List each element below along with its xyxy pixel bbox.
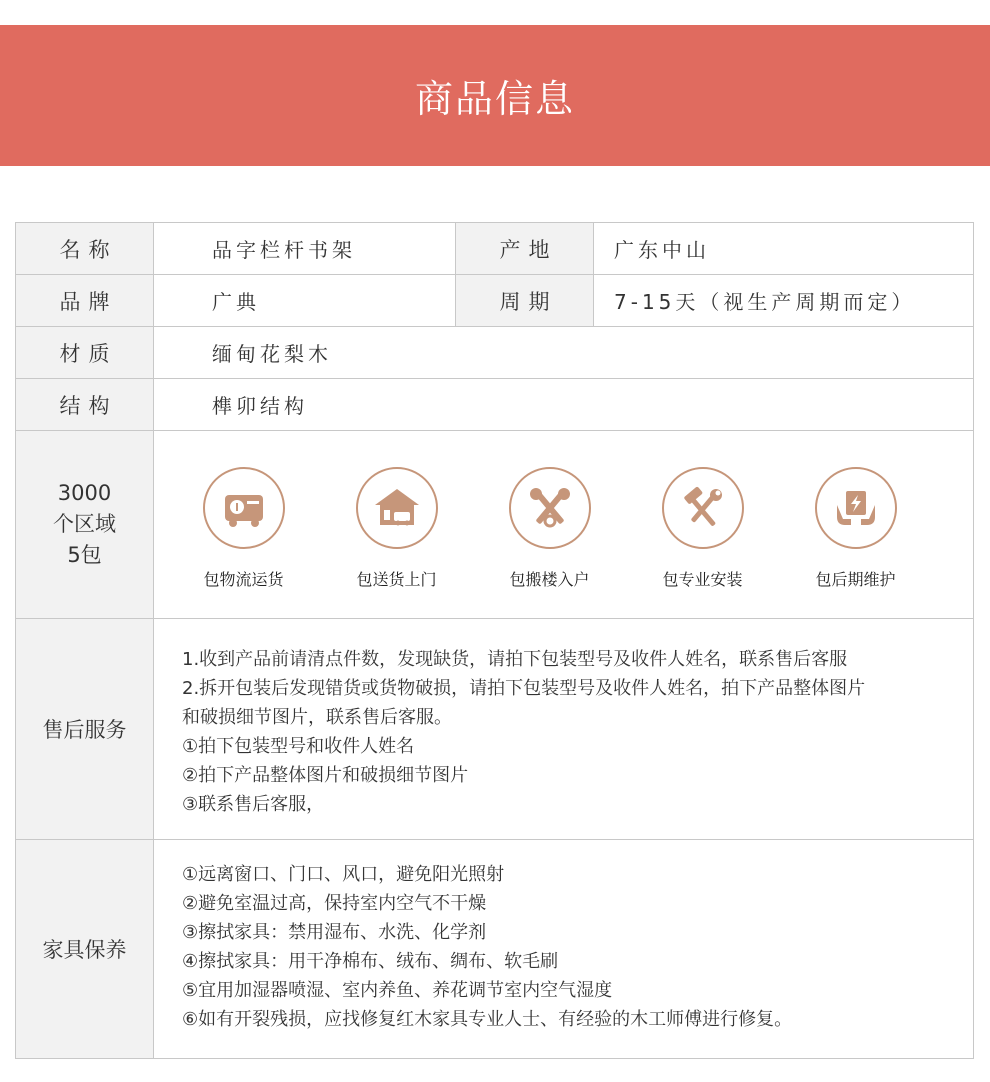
period-label: 周期: [456, 275, 594, 326]
structure-label: 结构: [16, 379, 154, 430]
row-services: [15, 430, 974, 618]
care-line: ④擦拭家具：用干净棉布、绒布、绸布、软毛刷: [182, 951, 559, 972]
services-label-line: 个区域: [53, 512, 116, 536]
care-line: ②避免室温过高，保持室内空气不干燥: [182, 893, 487, 914]
after-sales-line: 2.拆开包装后发现错货或货物破损，请拍下包装型号及收件人姓名，拍下产品整体图片: [182, 678, 866, 699]
origin-label: 产地: [456, 223, 594, 274]
material-label: 材质: [16, 327, 154, 378]
row-name-origin: [15, 222, 974, 274]
after-sales-label: 售后服务: [16, 619, 154, 839]
service-item: [626, 467, 779, 618]
name-value: 品字栏杆书架: [154, 223, 456, 274]
after-sales-line: 1.收到产品前请清点件数，发现缺货，请拍下包装型号及收件人姓名，联系售后客服: [182, 649, 848, 670]
service-label: 包送货上门: [356, 570, 437, 589]
house-delivery-icon: [356, 467, 438, 549]
after-sales-line: 和破损细节图片，联系售后客服。: [182, 707, 452, 728]
services-label-line: 3000: [57, 481, 112, 505]
service-label: 包专业安装: [662, 570, 743, 589]
after-sales-text: [154, 619, 973, 839]
row-after-sales: [15, 618, 974, 839]
structure-value: 榫卯结构: [212, 394, 308, 418]
care-label: 家具保养: [16, 840, 154, 1058]
service-label: 包后期维护: [815, 570, 896, 589]
brand-label: 品牌: [16, 275, 154, 326]
hammer-wrench-icon: [662, 467, 744, 549]
material-value: 缅甸花梨木: [212, 342, 332, 366]
row-structure: [15, 378, 974, 430]
service-label: 包物流运货: [203, 570, 284, 589]
header-banner: [0, 25, 990, 166]
origin-value: 广东中山: [614, 238, 710, 262]
truck-icon: [203, 467, 285, 549]
after-sales-line: ①拍下包装型号和收件人姓名: [182, 736, 415, 757]
service-item: [167, 467, 320, 618]
page-title: 商品信息: [414, 77, 575, 121]
maintenance-hands-icon: [815, 467, 897, 549]
services-label-line: 5包: [67, 543, 102, 567]
row-care: [15, 839, 974, 1059]
product-info-table: [15, 222, 974, 1059]
services-label: [16, 431, 154, 618]
care-line: ⑤宜用加湿器喷湿、室内养鱼、养花调节室内空气湿度: [182, 980, 613, 1001]
service-item: [779, 467, 932, 618]
care-line: ⑥如有开裂残损，应找修复红木家具专业人士、有经验的木工师傅进行修复。: [182, 1009, 793, 1030]
care-line: ①远离窗口、门口、风口，避免阳光照射: [182, 864, 505, 885]
row-material: [15, 326, 974, 378]
service-item: [473, 467, 626, 618]
services-icons: [154, 431, 973, 618]
care-text: [154, 840, 973, 1058]
period-value: 7-15天（视生产周期而定）: [614, 290, 916, 314]
tools-icon: [509, 467, 591, 549]
care-line: ③擦拭家具：禁用湿布、水洗、化学剂: [182, 922, 487, 943]
after-sales-line: ③联系售后客服，: [182, 794, 325, 815]
name-label: 名称: [16, 223, 154, 274]
service-item: [320, 467, 473, 618]
service-label: 包搬楼入户: [509, 570, 590, 589]
row-brand-period: [15, 274, 974, 326]
brand-value: 广典: [154, 275, 456, 326]
after-sales-line: ②拍下产品整体图片和破损细节图片: [182, 765, 469, 786]
